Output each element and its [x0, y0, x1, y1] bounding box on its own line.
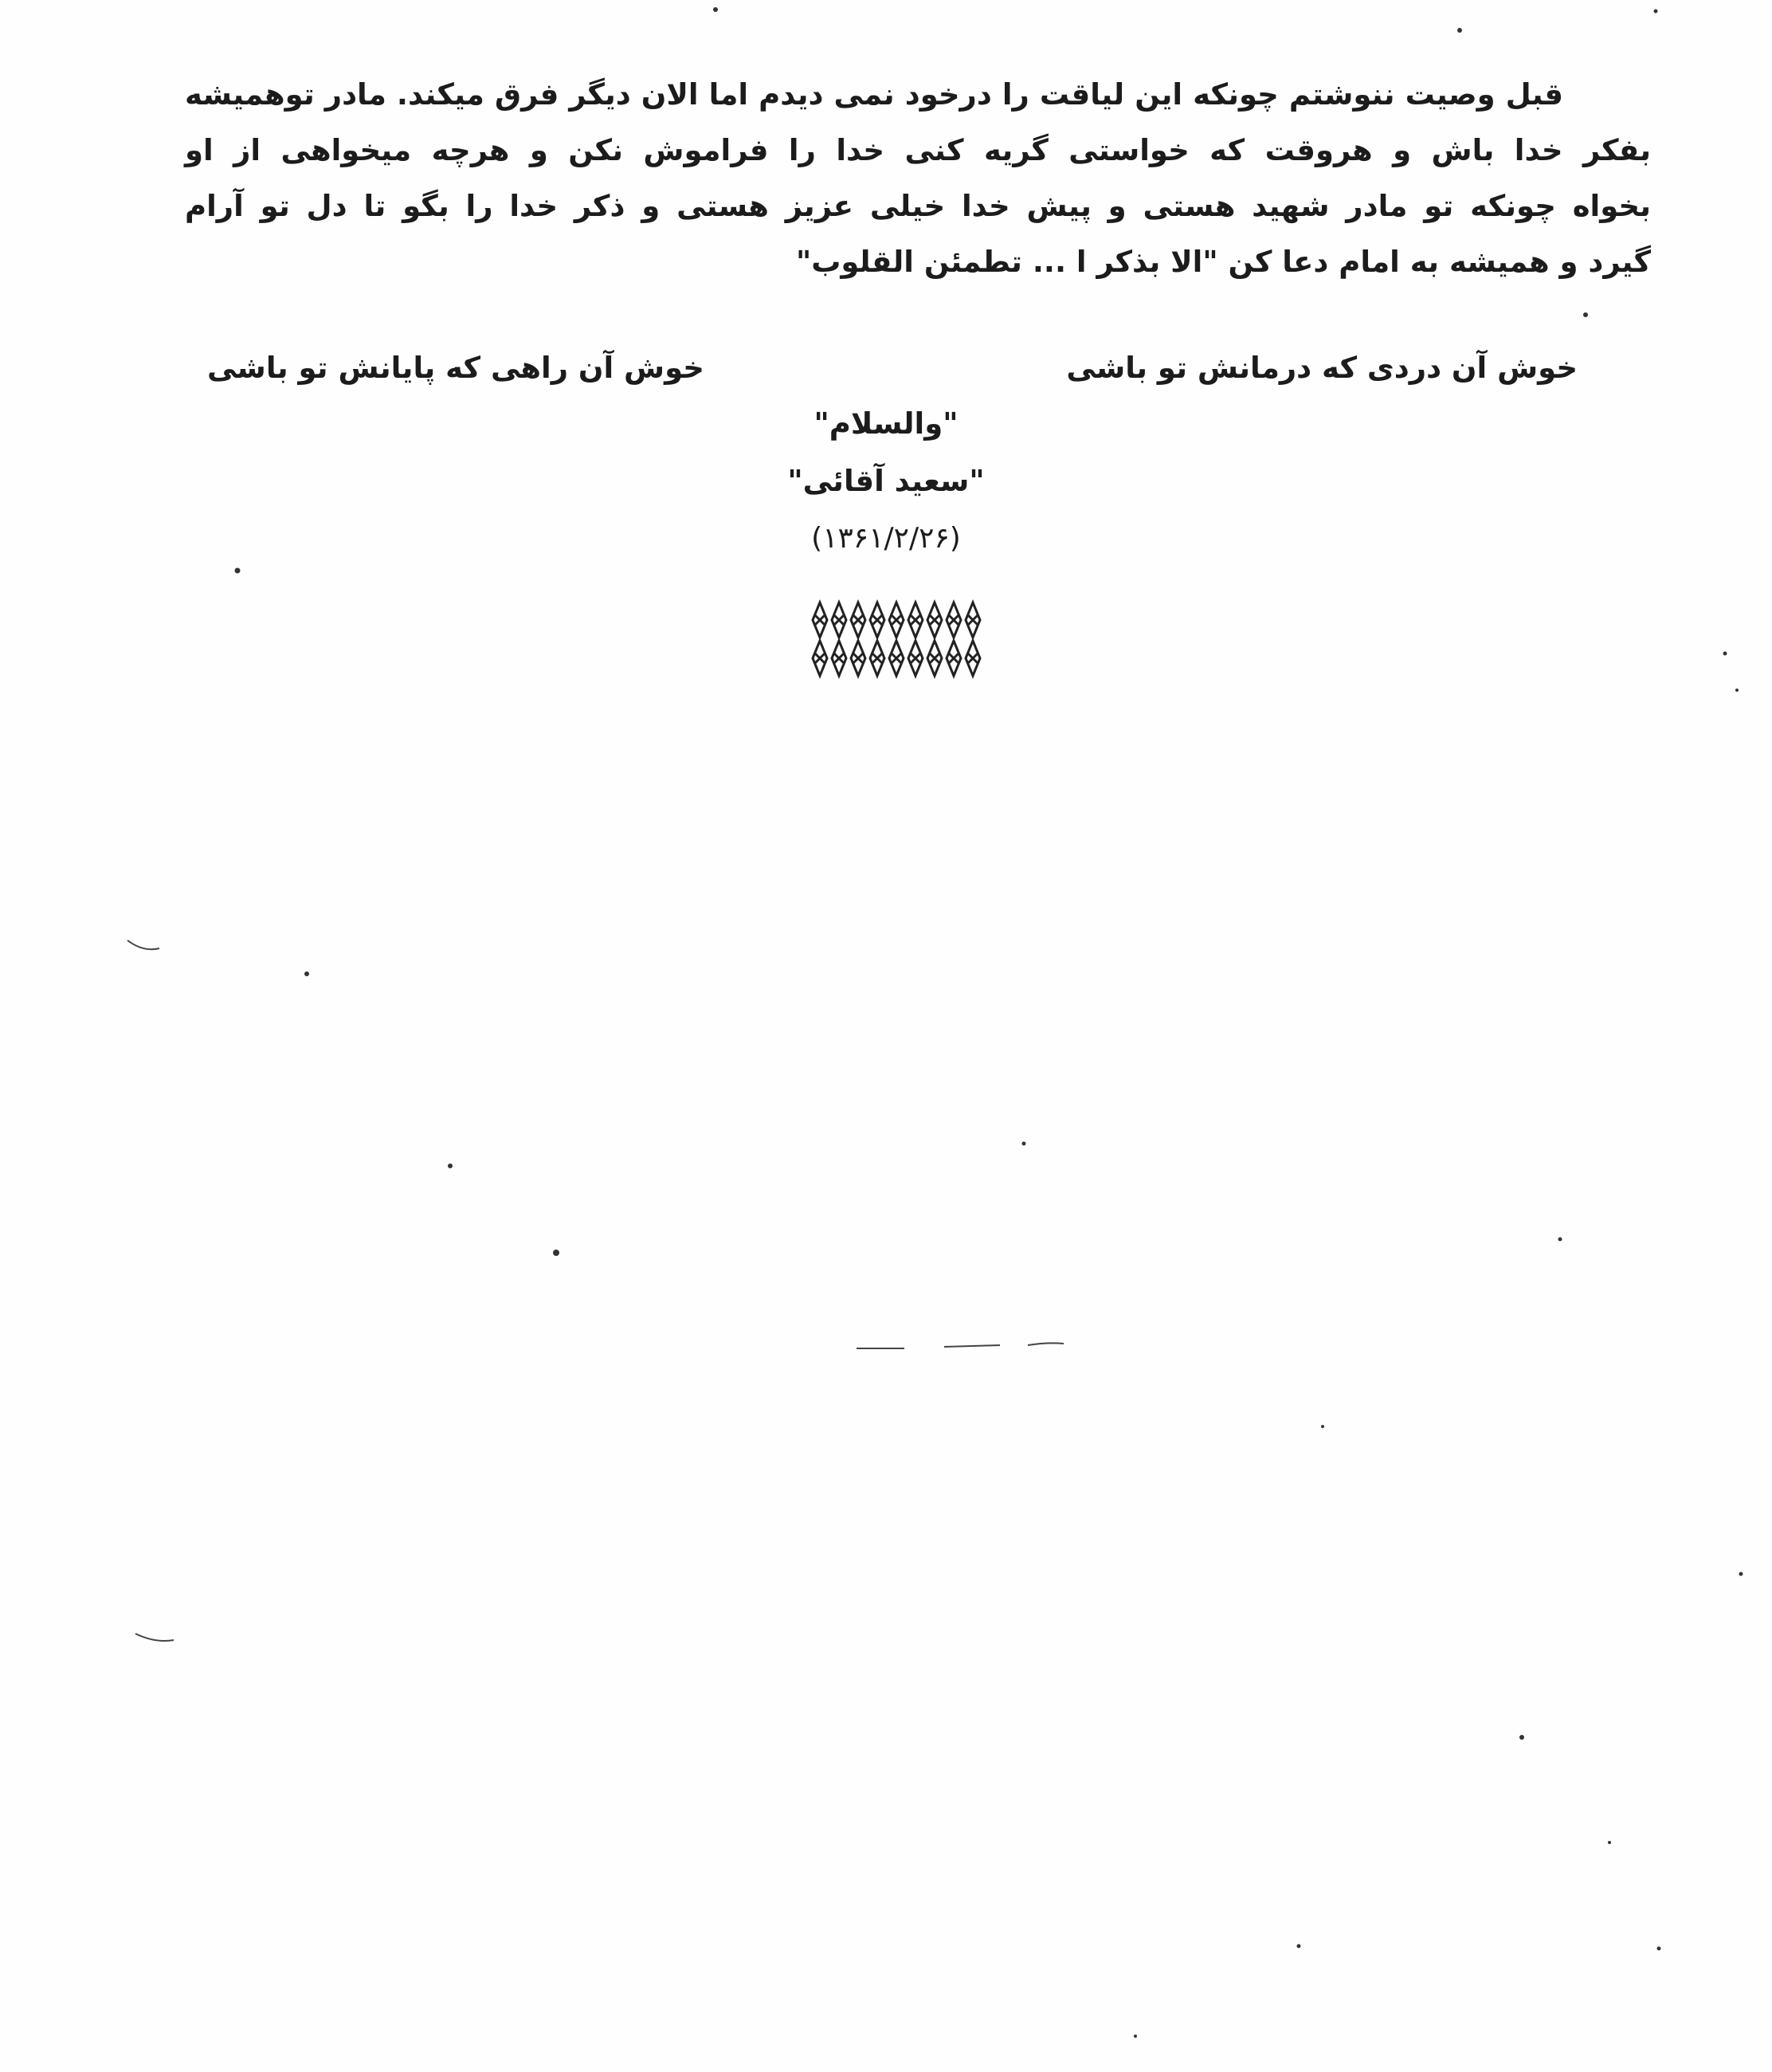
ornament-cross	[911, 653, 920, 663]
ornament-cross	[930, 615, 939, 625]
ornament-cross	[911, 615, 920, 625]
ornament-cross	[815, 615, 825, 625]
ornament-cross	[853, 615, 863, 625]
ornament-cross	[834, 615, 844, 625]
ornament-cross	[834, 653, 844, 663]
letter-line-2: بفکر خدا باش و هروقت که خواستی گریه کنی خدا را فراموش نکن و هرچه میخواهی از او	[185, 133, 1651, 167]
ornament-cross	[968, 615, 978, 625]
letter-line-1: قبل وصیت ننوشتم چونکه این لیاقت را درخود نمی دیدم اما الان دیگر فرق میکند. مادر توهمیشه	[185, 77, 1563, 112]
letter-line-3: بخواه چونکه تو مادر شهید هستی و پیش خدا خیلی عزیز هستی و ذکر خدا را بگو تا دل تو آرام	[185, 189, 1651, 223]
signature-name: "سعید آقائی"	[787, 464, 985, 498]
signature-date: (۱۳۶۱/۲/۲۶)	[811, 522, 961, 555]
ornament-cross	[949, 653, 959, 663]
ornament-cross	[949, 615, 959, 625]
ornament-cross	[872, 653, 882, 663]
poem-verse	[207, 344, 1578, 392]
ornament-cross	[892, 653, 901, 663]
closing-salutation: "والسلام"	[813, 406, 959, 441]
ornament-cross	[968, 653, 978, 663]
decorative-ornament	[805, 599, 988, 679]
ornament-cross	[872, 615, 882, 625]
ornament-cross	[930, 653, 939, 663]
ornament-cross	[892, 615, 901, 625]
poem-hemistich-right: خوش آن دردی که درمانش تو باشی	[1066, 351, 1578, 385]
poem-hemistich-left: خوش آن راهی که پایانش تو باشی	[207, 351, 704, 385]
letter-line-4: گیرد و همیشه به امام دعا کن "الا بذکر ا ... تطمئن القلوب"	[795, 245, 1651, 279]
letter-paragraph	[185, 67, 1651, 290]
ornament-cross	[853, 653, 863, 663]
ornament-cross	[815, 653, 825, 663]
